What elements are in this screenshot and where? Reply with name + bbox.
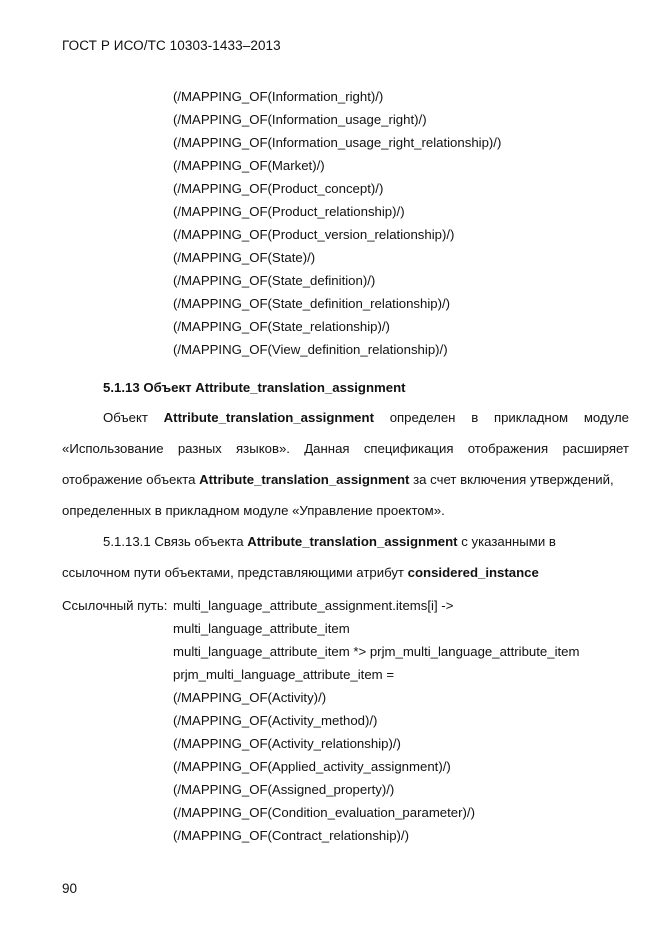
mapping-line: (/MAPPING_OF(Product_version_relationship)/)	[173, 227, 455, 242]
subsection-entity-name: Attribute_translation_assignment	[247, 534, 458, 549]
mapping-line: (/MAPPING_OF(State)/)	[173, 250, 316, 265]
mapping-line: (/MAPPING_OF(State_definition)/)	[173, 273, 376, 288]
paragraph-word: в	[471, 410, 479, 425]
paragraph-text: за счет включения утверждений,	[409, 472, 614, 487]
paragraph-text: отображение объекта	[62, 472, 200, 487]
reference-path-line: (/MAPPING_OF(Condition_evaluation_parameter)/)	[173, 805, 475, 820]
attribute-name: considered_instance	[407, 565, 539, 580]
paragraph-word: прикладном	[493, 410, 569, 425]
paragraph-word: отображения	[467, 441, 549, 456]
paragraph-word: расширяет	[562, 441, 629, 456]
subsection-text: с указанными в	[457, 534, 556, 549]
section-heading: 5.1.13 Объект Attribute_translation_assignment	[103, 380, 406, 395]
subsection-heading-line-1	[103, 534, 556, 550]
mapping-list-top	[173, 89, 501, 365]
paragraph-word: определен	[389, 410, 456, 425]
mapping-line: (/MAPPING_OF(Product_concept)/)	[173, 181, 384, 196]
paragraph-line-4: определенных в прикладном модуле «Управление проектом».	[62, 503, 445, 518]
reference-path-line: prjm_multi_language_attribute_item =	[173, 667, 395, 682]
paragraph-word: Объект	[103, 410, 148, 425]
paragraph-line-1	[103, 410, 629, 426]
paragraph-entity-name: Attribute_translation_assignment	[199, 472, 410, 487]
reference-path-line: multi_language_attribute_item	[173, 621, 350, 636]
paragraph-word: модуле	[583, 410, 629, 425]
reference-path-line: (/MAPPING_OF(Contract_relationship)/)	[173, 828, 409, 843]
paragraph-word: разных	[177, 441, 222, 456]
paragraph-line-2	[62, 441, 629, 457]
mapping-line: (/MAPPING_OF(Market)/)	[173, 158, 325, 173]
reference-path-label: Ссылочный путь:	[62, 598, 168, 613]
paragraph-word: языков».	[236, 441, 290, 456]
reference-path-line: (/MAPPING_OF(Activity)/)	[173, 690, 327, 705]
reference-path-line: (/MAPPING_OF(Activity_relationship)/)	[173, 736, 401, 751]
page-number: 90	[62, 881, 78, 896]
reference-path-line: multi_language_attribute_item *> prjm_multi_language_attribute_item	[173, 644, 580, 659]
mapping-line: (/MAPPING_OF(View_definition_relationship)/)	[173, 342, 448, 357]
mapping-line: (/MAPPING_OF(Product_relationship)/)	[173, 204, 405, 219]
subsection-heading-line-2	[62, 565, 539, 581]
reference-path-line: (/MAPPING_OF(Assigned_property)/)	[173, 782, 395, 797]
paragraph-entity-name: Attribute_translation_assignment	[163, 410, 374, 425]
paragraph-line-3	[62, 472, 614, 488]
reference-path-list	[173, 598, 580, 851]
reference-path-line: multi_language_attribute_assignment.items[i] ->	[173, 598, 454, 613]
paragraph-word: спецификация	[363, 441, 454, 456]
reference-path-line: (/MAPPING_OF(Applied_activity_assignment)/)	[173, 759, 451, 774]
document-header: ГОСТ Р ИСО/ТС 10303-1433–2013	[62, 38, 281, 53]
mapping-line: (/MAPPING_OF(Information_right)/)	[173, 89, 384, 104]
paragraph-word: Данная	[304, 441, 350, 456]
subsection-text: ссылочном пути объектами, представляющими атрибут	[62, 565, 408, 580]
paragraph-word: «Использование	[62, 441, 164, 456]
reference-path-line: (/MAPPING_OF(Activity_method)/)	[173, 713, 378, 728]
mapping-line: (/MAPPING_OF(State_relationship)/)	[173, 319, 390, 334]
mapping-line: (/MAPPING_OF(Information_usage_right)/)	[173, 112, 427, 127]
mapping-line: (/MAPPING_OF(State_definition_relationship)/)	[173, 296, 451, 311]
subsection-text: 5.1.13.1 Связь объекта	[103, 534, 248, 549]
mapping-line: (/MAPPING_OF(Information_usage_right_relationship)/)	[173, 135, 502, 150]
